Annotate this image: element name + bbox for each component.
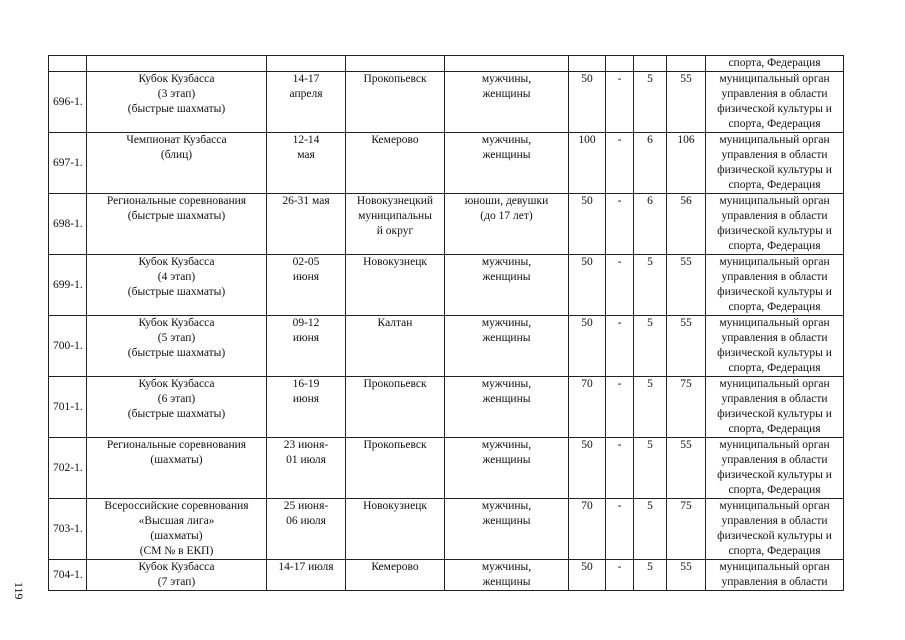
count-3: 6 [634, 133, 667, 194]
event-organizer: муниципальный орган управления в области физической культуры и спорта, Федерация [706, 377, 844, 438]
event-place: Калтан [346, 316, 445, 377]
table-cell [569, 56, 606, 72]
event-name: Кубок Кузбасса (7 этап) [87, 560, 267, 591]
table-cell [606, 56, 634, 72]
table-row [49, 377, 844, 438]
event-organizer: муниципальный орган управления в области [706, 560, 844, 591]
event-organizer: муниципальный орган управления в области физической культуры и спорта, Федерация [706, 72, 844, 133]
count-total: 55 [667, 255, 706, 316]
event-dates: 14-17 июля [267, 560, 346, 591]
count-1: 50 [569, 316, 606, 377]
event-name: Региональные соревнования (шахматы) [87, 438, 267, 499]
event-participants: мужчины, женщины [445, 133, 569, 194]
count-2: - [606, 72, 634, 133]
count-1: 50 [569, 438, 606, 499]
event-participants: мужчины, женщины [445, 72, 569, 133]
event-organizer: муниципальный орган управления в области физической культуры и спорта, Федерация [706, 316, 844, 377]
row-number: 700-1. [49, 316, 87, 377]
table-row [49, 316, 844, 377]
event-participants: мужчины, женщины [445, 438, 569, 499]
row-number: 704-1. [49, 560, 87, 591]
event-dates: 26-31 мая [267, 194, 346, 255]
event-name: Чемпионат Кузбасса (блиц) [87, 133, 267, 194]
event-participants: мужчины, женщины [445, 377, 569, 438]
row-number: 702-1. [49, 438, 87, 499]
count-3: 5 [634, 255, 667, 316]
count-1: 50 [569, 255, 606, 316]
count-1: 70 [569, 499, 606, 560]
count-1: 50 [569, 194, 606, 255]
event-name: Региональные соревнования (быстрые шахматы) [87, 194, 267, 255]
count-3: 5 [634, 72, 667, 133]
count-3: 5 [634, 499, 667, 560]
count-total: 55 [667, 560, 706, 591]
event-participants: мужчины, женщины [445, 255, 569, 316]
event-place: Прокопьевск [346, 377, 445, 438]
count-total: 55 [667, 72, 706, 133]
event-participants: мужчины, женщины [445, 316, 569, 377]
org-cell: спорта, Федерация [706, 56, 844, 72]
row-number: 703-1. [49, 499, 87, 560]
event-place: Кемерово [346, 133, 445, 194]
count-total: 75 [667, 377, 706, 438]
table-row [49, 499, 844, 560]
table-row [49, 56, 844, 72]
count-2: - [606, 377, 634, 438]
event-organizer: муниципальный орган управления в области физической культуры и спорта, Федерация [706, 255, 844, 316]
row-number: 697-1. [49, 133, 87, 194]
count-2: - [606, 560, 634, 591]
event-place: Кемерово [346, 560, 445, 591]
event-name: Кубок Кузбасса (6 этап) (быстрые шахматы) [87, 377, 267, 438]
event-place: Новокузнецкий муниципальны й округ [346, 194, 445, 255]
event-name: Кубок Кузбасса (5 этап) (быстрые шахматы) [87, 316, 267, 377]
table-cell [667, 56, 706, 72]
event-name: Всероссийские соревнования «Высшая лига» (шахматы) (СМ № в ЕКП) [87, 499, 267, 560]
table-cell [346, 56, 445, 72]
events-table [48, 55, 844, 591]
event-organizer: муниципальный орган управления в области физической культуры и спорта, Федерация [706, 438, 844, 499]
event-dates: 16-19 июня [267, 377, 346, 438]
event-organizer: муниципальный орган управления в области физической культуры и спорта, Федерация [706, 194, 844, 255]
count-2: - [606, 499, 634, 560]
count-total: 106 [667, 133, 706, 194]
count-2: - [606, 194, 634, 255]
count-2: - [606, 316, 634, 377]
count-1: 50 [569, 560, 606, 591]
row-number: 699-1. [49, 255, 87, 316]
table-cell [267, 56, 346, 72]
event-name: Кубок Кузбасса (3 этап) (быстрые шахматы) [87, 72, 267, 133]
event-place: Прокопьевск [346, 438, 445, 499]
event-dates: 12-14 мая [267, 133, 346, 194]
table-row [49, 72, 844, 133]
count-3: 6 [634, 194, 667, 255]
count-2: - [606, 255, 634, 316]
event-name: Кубок Кузбасса (4 этап) (быстрые шахматы) [87, 255, 267, 316]
table-cell [87, 56, 267, 72]
count-total: 55 [667, 438, 706, 499]
count-1: 70 [569, 377, 606, 438]
count-3: 5 [634, 377, 667, 438]
table-row [49, 194, 844, 255]
event-place: Прокопьевск [346, 72, 445, 133]
event-dates: 25 июня- 06 июля [267, 499, 346, 560]
table-row [49, 133, 844, 194]
count-1: 50 [569, 72, 606, 133]
count-total: 56 [667, 194, 706, 255]
event-participants: мужчины, женщины [445, 560, 569, 591]
row-number: 701-1. [49, 377, 87, 438]
table-cell [634, 56, 667, 72]
count-total: 55 [667, 316, 706, 377]
count-2: - [606, 438, 634, 499]
event-dates: 23 июня- 01 июля [267, 438, 346, 499]
event-participants: юноши, девушки (до 17 лет) [445, 194, 569, 255]
event-place: Новокузнецк [346, 255, 445, 316]
count-2: - [606, 133, 634, 194]
count-3: 5 [634, 438, 667, 499]
table-row [49, 560, 844, 591]
count-total: 75 [667, 499, 706, 560]
table-cell [445, 56, 569, 72]
row-number: 696-1. [49, 72, 87, 133]
event-organizer: муниципальный орган управления в области физической культуры и спорта, Федерация [706, 133, 844, 194]
count-3: 5 [634, 316, 667, 377]
table-row [49, 255, 844, 316]
table-row [49, 438, 844, 499]
event-dates: 14-17 апреля [267, 72, 346, 133]
event-participants: мужчины, женщины [445, 499, 569, 560]
count-3: 5 [634, 560, 667, 591]
row-number: 698-1. [49, 194, 87, 255]
event-organizer: муниципальный орган управления в области физической культуры и спорта, Федерация [706, 499, 844, 560]
table-cell [49, 56, 87, 72]
event-dates: 09-12 июня [267, 316, 346, 377]
event-place: Новокузнецк [346, 499, 445, 560]
page-number: 119 [12, 582, 26, 600]
event-dates: 02-05 июня [267, 255, 346, 316]
count-1: 100 [569, 133, 606, 194]
